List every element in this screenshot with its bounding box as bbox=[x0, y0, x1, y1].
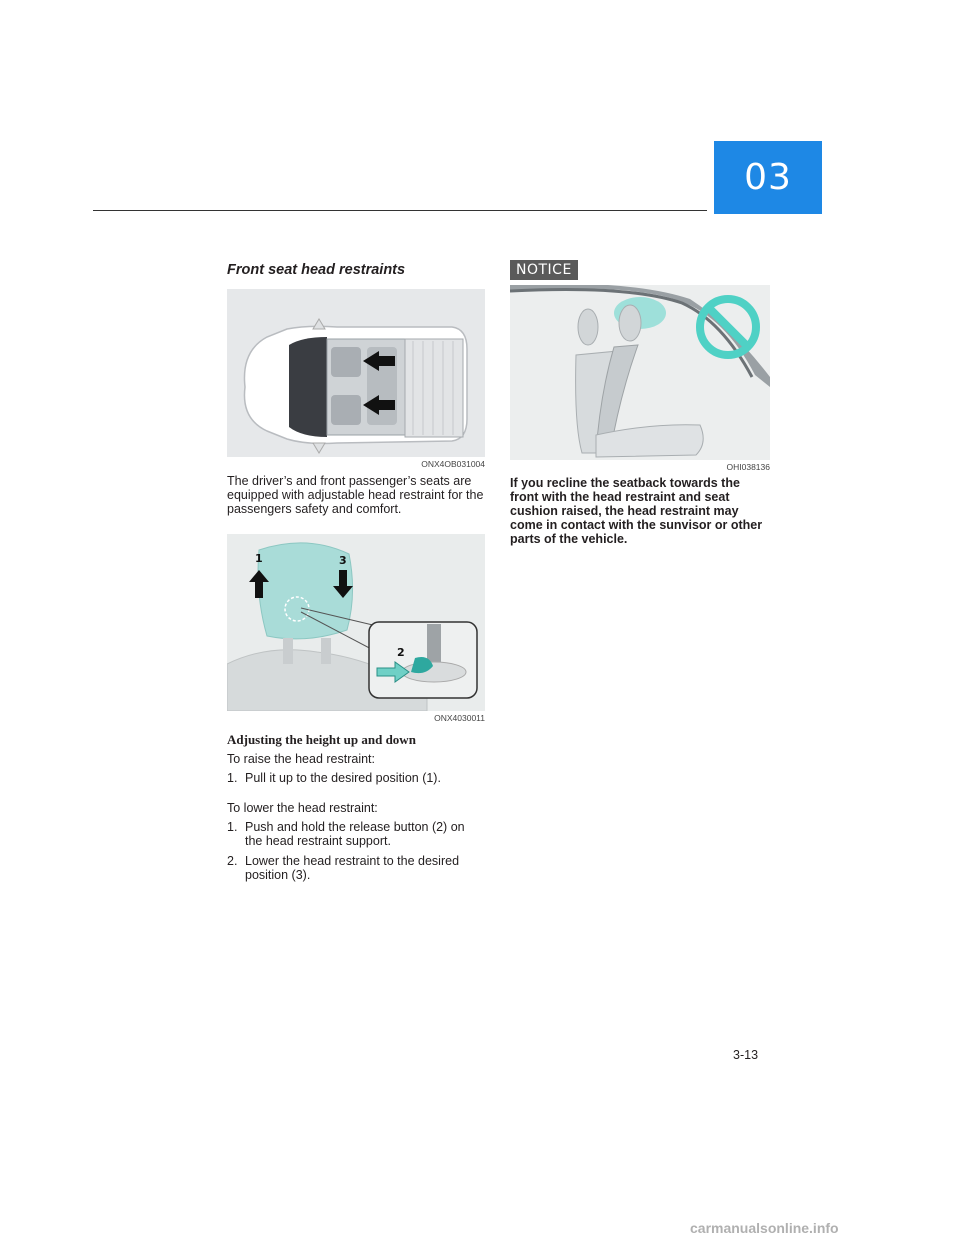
intro-paragraph: The driver’s and front passenger’s seats are equipped with adjustable head restraint for the passengers safety and comfort. bbox=[227, 474, 484, 516]
list-item bbox=[227, 771, 485, 785]
right-column bbox=[510, 260, 770, 546]
chapter-number: 03 bbox=[744, 157, 792, 198]
car-top-view-illustration bbox=[227, 289, 485, 457]
figure-caption: ONX4OB031004 bbox=[421, 459, 485, 469]
step-number: 1. bbox=[227, 771, 238, 785]
header-rule bbox=[93, 210, 707, 211]
list-item bbox=[227, 820, 485, 848]
watermark: carmanualsonline.info bbox=[690, 1220, 839, 1236]
callout-2: 2 bbox=[397, 646, 405, 659]
raise-steps-list bbox=[227, 771, 485, 785]
raise-intro: To raise the head restraint: bbox=[227, 752, 375, 766]
left-column bbox=[227, 262, 485, 898]
step-text: Pull it up to the desired position (1). bbox=[245, 771, 441, 785]
lower-steps-list bbox=[227, 820, 485, 882]
step-text: Lower the head restraint to the desired position (3). bbox=[245, 854, 460, 882]
adjust-height-heading: Adjusting the height up and down bbox=[227, 732, 416, 747]
list-item bbox=[227, 854, 485, 882]
head-restraint-figure bbox=[227, 534, 485, 711]
car-top-view-figure bbox=[227, 289, 485, 457]
page-number: 3-13 bbox=[733, 1048, 759, 1062]
callout-1: 1 bbox=[255, 552, 263, 565]
figure-caption: OHI038136 bbox=[726, 462, 770, 472]
seat-recline-illustration bbox=[510, 285, 770, 460]
head-restraint-illustration bbox=[227, 534, 485, 711]
step-text: Push and hold the release button (2) on the head restraint support. bbox=[245, 820, 465, 848]
section-title: Front seat head restraints bbox=[227, 262, 406, 278]
notice-badge: NOTICE bbox=[510, 260, 578, 280]
seat-recline-figure bbox=[510, 285, 770, 460]
step-number: 1. bbox=[227, 820, 238, 834]
figure-caption: ONX4030011 bbox=[434, 713, 485, 723]
lower-intro: To lower the head restraint: bbox=[227, 801, 378, 815]
notice-text: If you recline the seatback towards the front with the head restraint and seat cushion raised, the head restraint may come in contact with the sunvisor or other parts of the vehicle. bbox=[510, 476, 763, 546]
step-number: 2. bbox=[227, 854, 238, 868]
callout-3: 3 bbox=[339, 554, 347, 567]
chapter-tab bbox=[714, 141, 822, 214]
